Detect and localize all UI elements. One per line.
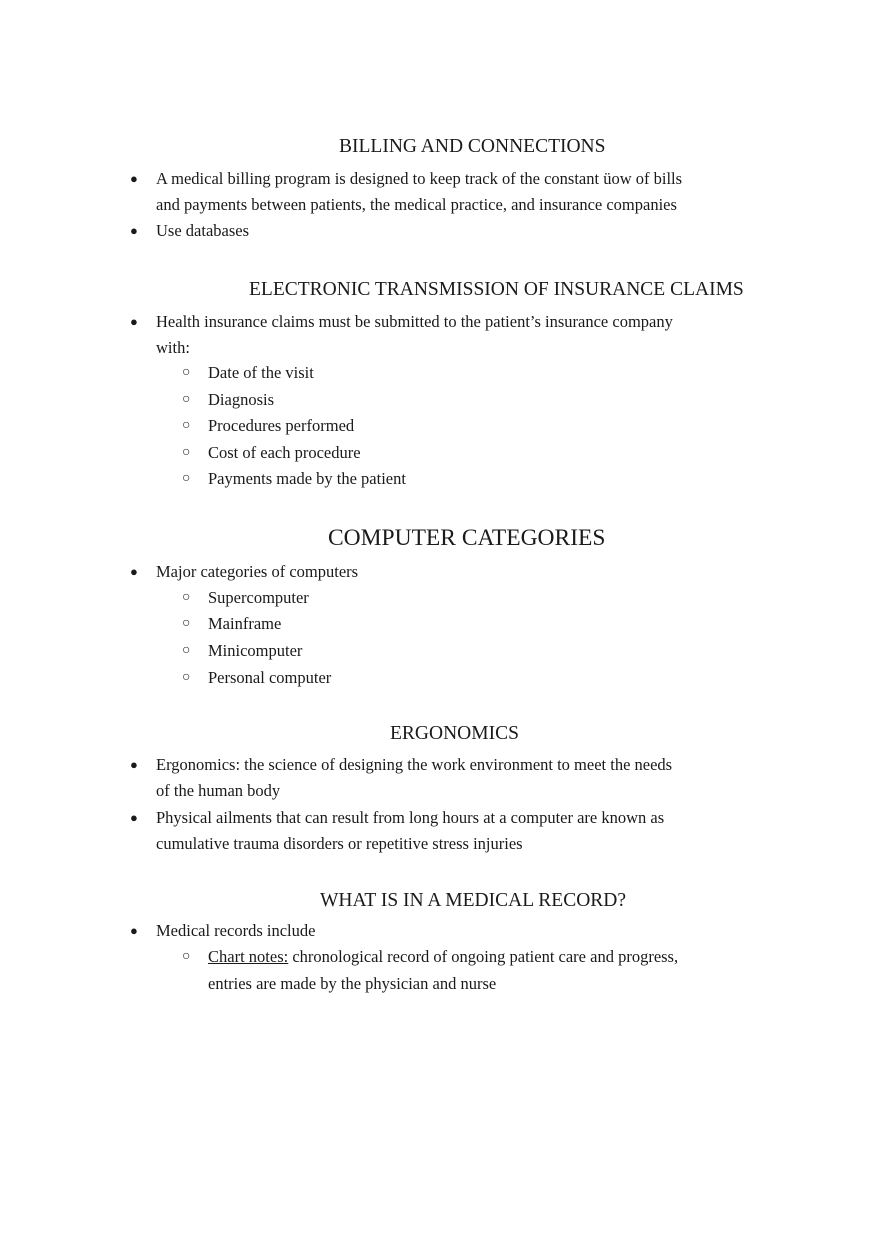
text-line: Ergonomics: the science of designing the work environment to meet the needs [156, 755, 673, 774]
text-line: Medical records include [156, 921, 316, 940]
sub-bullet-icon: ○ [182, 365, 191, 380]
section-heading-electronic-transmission: ELECTRONIC TRANSMISSION OF INSURANCE CLAIMS [249, 279, 744, 300]
sub-list-item: Supercomputer [208, 588, 309, 607]
chart-notes-definition: chronological record of ongoing patient care and progress, [288, 947, 679, 966]
section-heading-ergonomics: ERGONOMICS [390, 723, 519, 744]
sub-list-item: Personal computer [208, 668, 332, 687]
sub-bullet-icon: ○ [182, 590, 191, 605]
sub-bullet-icon: ○ [182, 445, 191, 460]
sub-list-item: Diagnosis [208, 390, 274, 409]
text-line: with: [156, 338, 190, 357]
bullet-icon: ● [130, 564, 138, 579]
bullet-icon: ● [130, 757, 138, 772]
sub-list-item: Payments made by the patient [208, 469, 406, 488]
bullet-icon: ● [130, 810, 138, 825]
chart-notes-continuation: entries are made by the physician and nurse [208, 974, 497, 993]
sub-list-item: Procedures performed [208, 416, 355, 435]
section-heading-billing: BILLING AND CONNECTIONS [339, 136, 606, 157]
text-line: Physical ailments that can result from long hours at a computer are known as [156, 808, 665, 827]
text-line: of the human body [156, 781, 281, 800]
sub-bullet-icon: ○ [182, 392, 191, 407]
sub-list-item: Minicomputer [208, 641, 303, 660]
sub-list-item: Mainframe [208, 614, 282, 633]
chart-notes-term: Chart notes: [208, 947, 289, 966]
bullet-icon: ● [130, 314, 138, 329]
bullet-icon: ● [130, 923, 138, 938]
text-line: A medical billing program is designed to keep track of the constant üow of bills [156, 169, 683, 188]
section-heading-computer-categories: COMPUTER CATEGORIES [328, 525, 606, 551]
bullet-icon: ● [130, 171, 138, 186]
sub-bullet-icon: ○ [182, 418, 191, 433]
text-line: cumulative trauma disorders or repetitive stress injuries [156, 834, 523, 853]
sub-list-item: Cost of each procedure [208, 443, 361, 462]
sub-bullet-icon: ○ [182, 949, 191, 964]
section-heading-medical-record: WHAT IS IN A MEDICAL RECORD? [320, 890, 627, 911]
sub-bullet-icon: ○ [182, 616, 191, 631]
chart-notes-item [208, 946, 678, 968]
text-line: and payments between patients, the medical practice, and insurance companies [156, 195, 677, 214]
sub-bullet-icon: ○ [182, 471, 191, 486]
text-line: Health insurance claims must be submitted to the patient’s insurance company [156, 312, 673, 331]
bullet-icon: ● [130, 223, 138, 238]
sub-bullet-icon: ○ [182, 670, 191, 685]
sub-bullet-icon: ○ [182, 643, 191, 658]
sub-list-item: Date of the visit [208, 363, 314, 382]
text-line: Major categories of computers [156, 562, 359, 581]
text-line: Use databases [156, 221, 250, 240]
